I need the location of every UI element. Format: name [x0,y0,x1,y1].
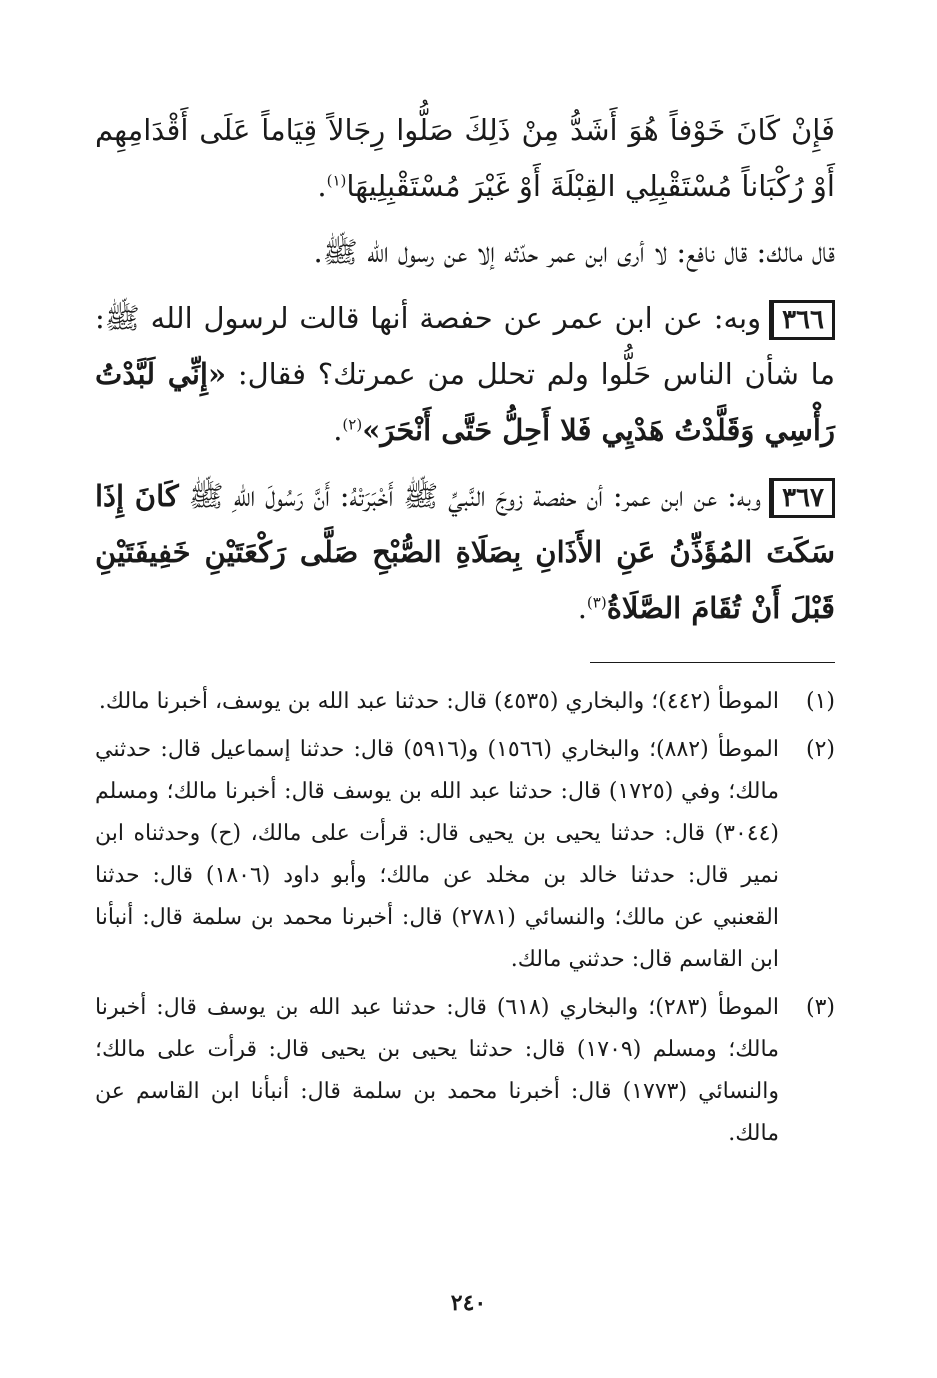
footnote-text: الموطأ (٢٨٣)؛ والبخاري (٦١٨) قال: حدثنا عبد الله بن يوسف قال: أخبرنا مالك؛ ومسلم (١٧٠٩) قال: حدثنا يحيى بن يحيى قال: قرأت على مالك؛ والنسائي (١٧٧٣) قال: أخبرنا محمد بن سلمة قال: أنبأنا ابن القاسم عن مالك. [95,995,779,1146]
paragraph-1-tail: . [317,169,327,203]
paragraph-1-text: فَإِنْ كَانَ خَوْفاً هُوَ أَشَدُّ مِنْ ذَلِكَ صَلُّوا رِجَالاً قِيَاماً عَلَى أَقْدَامِهِم أَوْ رُكْبَاناً مُسْتَقْبِلِي القِبْلَةَ أَوْ غَيْرَ مُسْتَقْبِلِيهَا [95,113,835,203]
footnote-number: (٣) [805,995,835,1020]
hadith-367-tail: . [577,591,587,625]
paragraph-2-text: قال مالك: قال نافع: لا أرى ابن عمر حدّثه إلا عن رسول الله ﷺ. [313,235,835,269]
footnote-ref-3[interactable]: (٣) [586,593,607,612]
hadith-367 [95,468,835,636]
page-body [95,102,835,1161]
paragraph-1 [95,102,835,214]
hadith-367-intro: وبه: عن ابن عمر: أن حفصة زوجَ النَّبيِّ ﷺ أَخْبَرَتْهُ: أَنَّ رَسُولَ اللهِ ﷺ [178,479,762,513]
footnote-ref-2[interactable]: (٢) [342,415,363,434]
footnote-number: (٢) [805,737,835,762]
paragraph-2 [95,224,835,280]
hadith-number-badge: ٣٦٦ [769,300,835,340]
footnote-3 [95,987,835,1155]
footnote-2 [95,729,835,981]
footnote-ref-1[interactable]: (١) [326,171,347,190]
footnote-text: الموطأ (٤٤٢)؛ والبخاري (٤٥٣٥) قال: حدثنا عبد الله بن يوسف، أخبرنا مالك. [98,689,779,714]
hadith-number-badge: ٣٦٧ [769,478,835,518]
hadith-366 [95,290,835,458]
footnote-number: (١) [805,689,835,714]
hadith-367-quote: كَانَ إِذَا سَكَتَ المُؤَذِّنُ عَنِ الأَذَانِ بِصَلَاةِ الصُّبْحِ صَلَّى رَكْعَتَيْنِ خَفِيفَتَيْنِ قَبْلَ أَنْ تُقَامَ الصَّلَاةُ [95,479,835,625]
hadith-366-tail: . [333,413,343,447]
hadith-366-quote: «إِنِّي لَبَّدْتُ رَأْسِي وَقَلَّدْتُ هَدْيِي فَلا أَحِلُّ حَتَّى أَنْحَرَ» [95,357,835,447]
page-number: ٢٤٠ [450,1290,487,1316]
footnote-divider [590,662,835,663]
footnote-1 [95,681,835,723]
footnote-text: الموطأ (٨٨٢)؛ والبخاري (١٥٦٦) و(٥٩١٦) قال: حدثنا إسماعيل قال: حدثني مالك؛ وفي (١٧٢٥) قال: حدثنا عبد الله بن يوسف قال: أخبرنا مالك؛ ومسلم (٣٠٤٤) قال: حدثنا يحيى بن يحيى قال: قرأت على مالك، (ح) وحدثناه ابن نمير قال: حدثنا خالد بن مخلد عن مالك؛ وأبو داود (١٨٠٦) قال: حدثنا القعنبي عن مالك؛ والنسائي (٢٧٨١) قال: أخبرنا محمد بن سلمة قال: أنبأنا ابن القاسم قال: حدثني مالك. [95,737,779,972]
hadith-366-intro: وبه: عن ابن عمر عن حفصة أنها قالت لرسول الله ﷺ: ما شأن الناس حَلُّوا ولم تحلل من عمرتك؟ فقال: [95,301,835,391]
